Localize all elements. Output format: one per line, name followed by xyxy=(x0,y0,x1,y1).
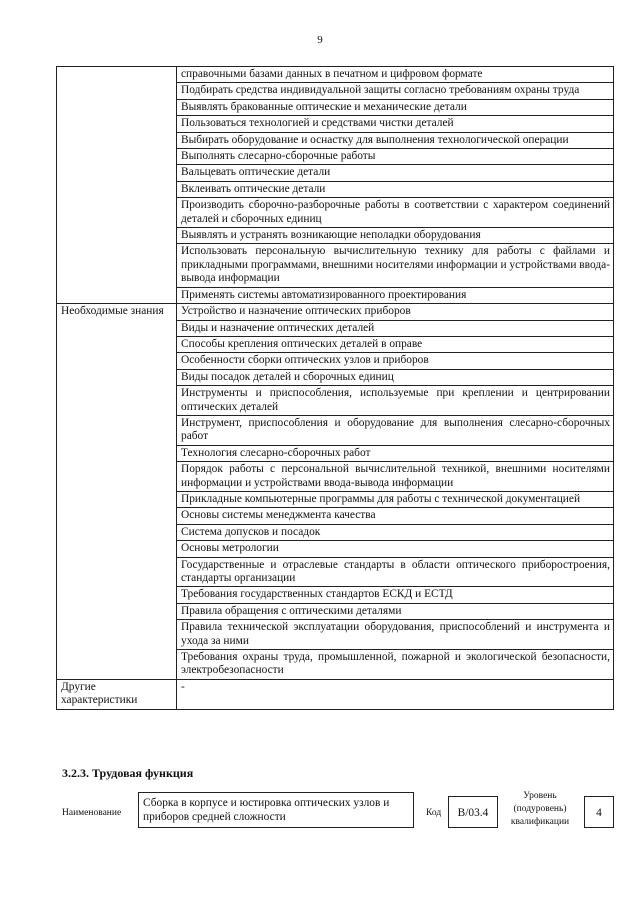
table-cell: Правила обращения с оптическими деталями xyxy=(177,603,614,619)
table-cell: Основы системы менеджмента качества xyxy=(177,508,614,524)
group-label xyxy=(57,67,177,304)
level-label: Уровень (подуровень) квалификации xyxy=(510,791,570,827)
table-cell: Подбирать средства индивидуальной защиты согласно требованиям охраны труда xyxy=(177,83,614,99)
group-label: Другие характеристики xyxy=(57,679,177,709)
table-cell: Государственные и отраслевые стандарты в области оптического приборостроения, стандарты организации xyxy=(177,557,614,587)
table-cell: Вальцевать оптические детали xyxy=(177,165,614,181)
requirements-table xyxy=(56,66,614,710)
table-cell: - xyxy=(177,679,614,709)
table-cell: Требования государственных стандартов ЕСКД и ЕСТД xyxy=(177,587,614,603)
table-cell: Выявлять бракованные оптические и механические детали xyxy=(177,99,614,115)
labor-function-header xyxy=(56,790,616,850)
table-cell: Виды и назначение оптических деталей xyxy=(177,320,614,336)
table-cell: Способы крепления оптических деталей в оправе xyxy=(177,336,614,352)
level-value-box: 4 xyxy=(584,796,614,828)
table-cell: Инструменты и приспособления, используемые при креплении и центрировании оптических деталей xyxy=(177,386,614,416)
table-cell: Правила технической эксплуатации оборудования, приспособлений и инструмента и ухода за ними xyxy=(177,620,614,650)
table-cell: Вклеивать оптические детали xyxy=(177,181,614,197)
table-row xyxy=(57,679,614,709)
table-cell: Выявлять и устранять возникающие неполадки оборудования xyxy=(177,228,614,244)
section-title: 3.2.3. Трудовая функция xyxy=(62,766,194,780)
table-cell: справочными базами данных в печатном и цифровом формате xyxy=(177,67,614,83)
code-value-box: B/03.4 xyxy=(448,796,498,828)
table-cell: Использовать персональную вычислительную технику для работы с файлами и прикладными программами, внешними носителями информации и устройствами ввода-вывода информации xyxy=(177,244,614,287)
table-cell: Требования охраны труда, промышленной, пожарной и экологической безопасности, электробезопасности xyxy=(177,650,614,680)
table-cell: Выбирать оборудование и оснастку для выполнения технологической операции xyxy=(177,132,614,148)
name-label: Наименование xyxy=(62,808,122,818)
table-row xyxy=(57,67,614,83)
table-cell: Виды посадок деталей и сборочных единиц xyxy=(177,369,614,385)
name-value-box: Сборка в корпусе и юстировка оптических узлов и приборов средней сложности xyxy=(138,792,414,828)
table-cell: Пользоваться технологией и средствами чистки деталей xyxy=(177,116,614,132)
page-number: 9 xyxy=(317,34,323,46)
table-cell: Особенности сборки оптических узлов и приборов xyxy=(177,353,614,369)
table-cell: Прикладные компьютерные программы для работы с технической документацией xyxy=(177,491,614,507)
table-cell: Устройство и назначение оптических приборов xyxy=(177,304,614,320)
table-cell: Основы метрологии xyxy=(177,541,614,557)
code-label: Код xyxy=(426,808,442,818)
table-cell: Производить сборочно-разборочные работы в соответствии с характером соединений деталей и сборочных единиц xyxy=(177,198,614,228)
table-cell: Порядок работы с персональной вычислительной техникой, внешними носителями информации и устройствами ввода-вывода информации xyxy=(177,462,614,492)
table-cell: Применять системы автоматизированного проектирования xyxy=(177,287,614,303)
table-row xyxy=(57,304,614,320)
table-cell: Выполнять слесарно-сборочные работы xyxy=(177,149,614,165)
table-cell: Система допусков и посадок xyxy=(177,524,614,540)
table-cell: Инструмент, приспособления и оборудование для выполнения слесарно-сборочных работ xyxy=(177,415,614,445)
table-cell: Технология слесарно-сборочных работ xyxy=(177,445,614,461)
group-label: Необходимые знания xyxy=(57,304,177,680)
